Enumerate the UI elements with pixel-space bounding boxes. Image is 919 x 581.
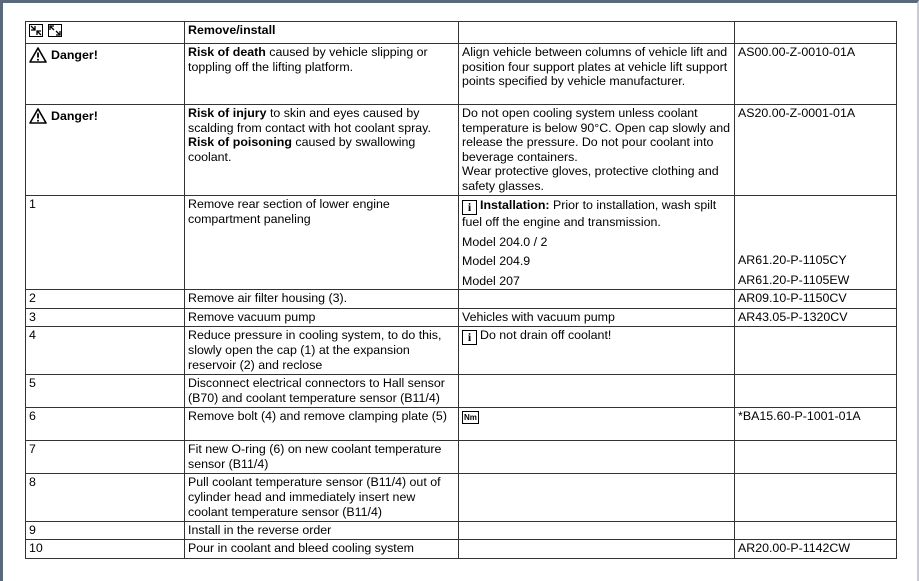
step-row (26, 375, 897, 408)
step-note-cell (459, 408, 735, 441)
step-text: Remove air filter housing (3). (185, 290, 459, 309)
info-icon: i (462, 200, 477, 215)
step-number: 6 (26, 408, 185, 441)
step-note (459, 290, 735, 309)
step-text: Reduce pressure in cooling system, to do this, slowly open the cap (1) at the expansion reservoir (2) and reclose (185, 327, 459, 375)
risk-title: Risk of poisoning (188, 135, 292, 150)
reference-link[interactable] (735, 327, 897, 375)
danger-label-cell (26, 105, 185, 196)
header-icons-cell (26, 22, 185, 44)
danger-row (26, 105, 897, 196)
note-label: Installation: (480, 198, 550, 212)
step-note (459, 441, 735, 474)
table-header-row (26, 22, 897, 44)
step-note: Do not drain off coolant! (480, 328, 612, 343)
step-number: 4 (26, 327, 185, 375)
step-row (26, 327, 897, 375)
step-text: Fit new O-ring (6) on new coolant temperature sensor (B11/4) (185, 441, 459, 474)
risk-cell (185, 105, 459, 196)
step-text: Remove vacuum pump (185, 309, 459, 327)
step-text: Remove bolt (4) and remove clamping plate (5) (185, 408, 459, 441)
risk-description: caused by swallowing coolant. (188, 135, 416, 164)
risk-cell (185, 44, 459, 105)
risk-title: Risk of injury (188, 106, 267, 120)
step-text: Remove rear section of lower engine compartment paneling (185, 196, 459, 290)
step-note (459, 522, 735, 540)
step-row (26, 196, 897, 290)
risk-title: Risk of death (188, 45, 266, 59)
step-number: 8 (26, 474, 185, 522)
step-number: 3 (26, 309, 185, 327)
torque-nm-icon[interactable]: Nm (464, 413, 477, 423)
remove-install-icon (29, 24, 43, 37)
note-text: Prior to installation, wash spilt fuel off the engine and transmission. (462, 198, 717, 229)
step-note-cell (459, 327, 735, 375)
reference-link[interactable]: AR61.20-P-1105EW (738, 272, 850, 287)
step-note (459, 540, 735, 559)
model-label: Model 204.0 / 2 (462, 234, 548, 249)
warning-triangle-icon (29, 108, 47, 124)
step-note-cell (459, 196, 735, 290)
reference-link[interactable] (735, 474, 897, 522)
step-number: 9 (26, 522, 185, 540)
step-text: Disconnect electrical connectors to Hall sensor (B70) and coolant temperature sensor (B11/4) (185, 375, 459, 408)
step-text: Install in the reverse order (185, 522, 459, 540)
instruction-cell: Align vehicle between columns of vehicle lift and position four support plates at vehicle lift support points specified by vehicle manufacturer. (459, 44, 735, 105)
danger-row (26, 44, 897, 105)
danger-label: Danger! (51, 108, 98, 123)
danger-label-cell (26, 44, 185, 105)
header-empty-cell (459, 22, 735, 44)
warning-triangle-icon (29, 47, 47, 63)
reference-link[interactable]: AS00.00-Z-0010-01A (735, 44, 897, 105)
step-number: 1 (26, 196, 185, 290)
instruction-text: Do not open cooling system unless coolant temperature is below 90°C. Open cap slowly and release the pressure. Do not pour coolant into beverage containers. (462, 106, 731, 164)
step-text: Pull coolant temperature sensor (B11/4) out of cylinder head and immediately insert new coolant temperature sensor (B11/4) (185, 474, 459, 522)
instruction-cell (459, 105, 735, 196)
reference-link[interactable]: AR43.05-P-1320CV (735, 309, 897, 327)
reference-link[interactable]: AR09.10-P-1150CV (735, 290, 897, 309)
instruction-text: Wear protective gloves, protective clothing and safety glasses. (462, 164, 719, 193)
risk-description: caused by vehicle slipping or toppling off the lifting platform. (188, 45, 428, 74)
reference-link[interactable]: AR61.20-P-1105CY (738, 253, 847, 268)
header-title: Remove/install (185, 22, 459, 44)
model-label: Model 204.9 (462, 254, 531, 269)
step-row (26, 441, 897, 474)
reference-link[interactable]: AS20.00-Z-0001-01A (735, 105, 897, 196)
step-reference-cell (735, 196, 897, 290)
step-row (26, 290, 897, 309)
reference-link[interactable]: AR20.00-P-1142CW (735, 540, 897, 559)
reference-link[interactable] (735, 522, 897, 540)
danger-label: Danger! (51, 47, 98, 62)
step-number: 2 (26, 290, 185, 309)
reference-link[interactable]: *BA15.60-P-1001-01A (735, 408, 897, 441)
step-row (26, 522, 897, 540)
reference-link[interactable] (735, 375, 897, 408)
reference-link[interactable] (735, 441, 897, 474)
step-note: Vehicles with vacuum pump (459, 309, 735, 327)
step-note (459, 474, 735, 522)
procedure-table (25, 21, 897, 559)
step-number: 10 (26, 540, 185, 559)
step-row (26, 540, 897, 559)
step-note (459, 375, 735, 408)
remove-install-icon-2 (48, 24, 62, 37)
header-empty-cell (735, 22, 897, 44)
step-text: Pour in coolant and bleed cooling system (185, 540, 459, 559)
step-row (26, 309, 897, 327)
info-icon: i (462, 330, 477, 345)
step-number: 5 (26, 375, 185, 408)
step-row (26, 474, 897, 522)
step-row (26, 408, 897, 441)
risk-description: to skin and eyes caused by scalding from contact with hot coolant spray. (188, 106, 431, 135)
step-number: 7 (26, 441, 185, 474)
model-label: Model 207 (462, 273, 520, 288)
